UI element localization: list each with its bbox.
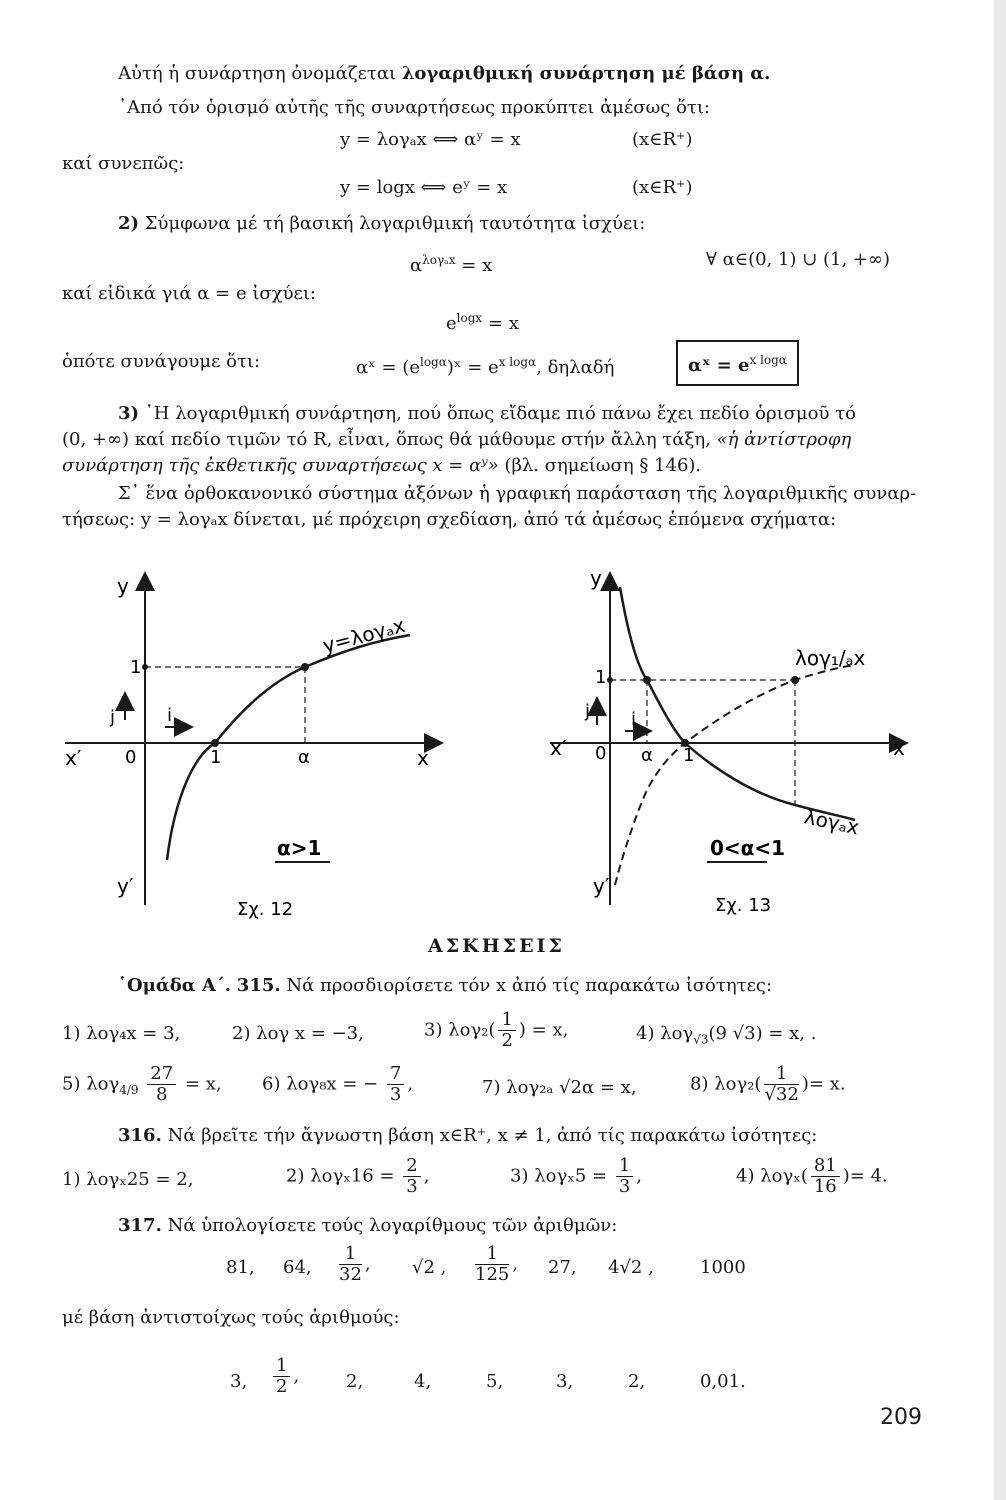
item3-italic-2: συνάρτηση τῆς ἐκθετικῆς συναρτήσεως x = αʸ» [62,455,499,476]
numerator: 7 [387,1064,404,1085]
ex316-header [118,1124,817,1148]
ex315-8-lhs: 8) λογ₂ [690,1073,755,1095]
numerator: 1 [339,1244,362,1265]
ex317-base-2b: 2, [628,1371,646,1392]
denominator: 16 [813,1176,837,1197]
para1-text: Αὐτή ἡ συνάρτηση ὀνομάζεται [118,63,397,84]
figure-12-caption: Σχ. 12 [237,899,294,920]
label-x-neg: x′ [550,736,567,760]
ex315-header [118,974,772,998]
point-right-1 [791,676,799,684]
ex315-8: 8) λογ₂( $\frac{1}{√32}$ )= x. [690,1063,846,1105]
para-definition [118,62,770,86]
ex317-base-5: 5, [486,1371,504,1392]
ex315-5 [62,1064,222,1105]
item-3-line-1 [118,402,856,426]
ex316-3-tail: , [636,1165,643,1187]
eq4-exponent: logx [456,311,483,325]
label-eidika: καί εἰδικά γιά α = e ἰσχύει: [62,283,316,304]
para-definition-2: ᾿Από τόν ὁρισμό αὐτῆς τῆς συναρτήσεως προκύπτει ἀμέσως ὅτι: [118,97,710,118]
ex315-4 [636,1022,816,1052]
numerator: 2 [403,1156,420,1177]
ex317-header [118,1214,617,1238]
label-condition: α>1 [277,836,322,860]
ex317-item-frac-125: $\frac{1}{125}$ , [475,1243,519,1285]
label-one-y: 1 [595,667,607,688]
ex317-item-sqrt2: √2 , [412,1257,447,1278]
ex317-base-half: $\frac{1}{2}$ , [270,1356,299,1397]
label-y: y [590,566,602,590]
denominator: 125 [475,1264,510,1285]
denominator: 3 [389,1084,402,1105]
ex317-fraction-32 [339,1244,362,1285]
label-one-x: 1 [210,747,222,768]
ex316-2-fraction [403,1156,420,1197]
denominator: 2 [276,1376,288,1397]
eq5-tail: , δηλαδή [536,357,615,378]
ex316-text: Νά βρεῖτε τήν ἄγνωστη βάση x∈R⁺, x ≠ 1, ἀπό τίς παρακάτω ἰσότητες: [167,1125,818,1146]
label-kai-synepos: καί συνεπῶς: [62,153,185,174]
equation-5 [356,350,614,380]
ex315-3-lhs: 3) λογ₂ [424,1019,489,1041]
para1-bold: λογαριθμική συνάρτηση μέ βάση α. [401,63,771,84]
numerator: 27 [147,1064,176,1085]
label-y: y [117,574,129,598]
ex315-3-fraction [498,1010,515,1051]
ex317-fraction-125 [475,1244,509,1285]
point-1-0 [211,739,219,747]
item-3-line-2 [62,428,851,452]
ex315-7: 7) λογ₂ₐ √2α = x, [482,1077,637,1098]
item3-italic-1: «ἡ ἀντίστροφη [716,429,852,450]
equation-4 [446,306,519,336]
ex315-6-lhs: 6) λογ₈x = − [262,1073,379,1095]
ex315-4-tail: (9 √3) = x, . [708,1023,817,1044]
group-label: ῾Ομάδα Α΄. [118,975,232,996]
eq3-base: α [410,255,423,276]
ex317-item-27: 27, [548,1257,577,1278]
ex317-bases-text: μέ βάση ἀντιστοίχως τούς ἀριθμούς: [62,1307,400,1328]
point-a-1 [643,676,651,684]
ex316-2 [286,1156,429,1197]
label-y-neg: y′ [117,874,134,898]
ex315-5-base: 4/9 [119,1083,139,1098]
item3-number: 3) [118,403,140,424]
item-3-line-3 [62,454,701,478]
ex315-6-fraction [387,1064,404,1105]
ex317-base-4: 4, [414,1371,432,1392]
point-0-1 [142,664,148,670]
log-curve-a-gt-1 [167,635,410,860]
equation-1: y = λογₐx ⟺ αʸ = x [340,129,521,150]
numerator: 1 [616,1156,633,1177]
ex317-base-3: 3, [230,1371,248,1392]
ex317-base-3b: 3, [556,1371,574,1392]
item3-text-2: (0, +∞) καί πεδίο τιμῶν τό R, εἶναι, ὅπως θά μάθουμε στήν ἄλλη τάξη, [62,429,711,450]
ex316-1: 1) λογₓ25 = 2, [62,1169,194,1190]
denominator: 8 [155,1084,168,1105]
eq5-exp2: x logα [498,355,537,369]
ex316-4: 4) λογₓ( $\frac{81}{16}$ )= 4. [736,1155,888,1197]
eq5-exp1: logα [419,355,447,369]
numerator: 1 [475,1244,509,1265]
equation-1-domain: (x∈R⁺) [632,129,693,150]
log-curve-a-lt-1 [620,587,855,820]
equation-2: y = logx ⟺ eʸ = x [340,177,508,198]
ex316-4-fraction [811,1156,840,1197]
label-y-neg: y′ [593,874,610,898]
label-x-neg: x′ [65,746,82,770]
ex315-4-base: √3 [693,1032,709,1047]
denominator: 3 [406,1176,418,1197]
denominator: 3 [618,1176,631,1197]
label-a: α [298,747,310,768]
ex315-5-tail: = x, [184,1073,222,1095]
ex316-4-lhs: 4) λογₓ [736,1165,801,1187]
para-4-line-1: Σ᾿ ἕνα ὀρθοκανονικό σύστημα ἀξόνων ἡ γραφική παράσταση τῆς λογαριθμικῆς συναρ- [118,483,917,504]
ex315-6-tail: , [407,1073,414,1095]
identity-box [676,340,799,386]
ex315-4-lhs: 4) λογ [636,1023,694,1044]
label-origin: 0 [125,747,137,768]
equation-3 [410,248,492,278]
ex316-2-tail: , [423,1165,430,1187]
ex317-number: 317. [118,1215,162,1236]
para-4-line-2: τήσεως: y = λογₐx δίνεται, μέ πρόχειρη σχεδίαση, ἀπό τά ἀμέσως ἑπόμενα σχήματα: [62,509,837,530]
ex315-8-fraction [764,1064,798,1105]
eq3-exponent: λογₐx [422,253,456,267]
numerator: 1 [498,1010,515,1031]
eq3-rhs: = x [461,255,493,276]
ex315-3-tail: = x, [531,1019,569,1041]
item2-text: Σύμφωνα μέ τή βασική λογαριθμική ταυτότητα ἰσχύει: [144,213,646,234]
label-one-x: 1 [683,745,695,766]
label-one-y: 1 [130,657,142,678]
label-j: j [110,707,116,728]
ex317-item-frac-32: $\frac{1}{32}$ , [339,1243,371,1285]
ex317-item-4sqrt2: 4√2 , [608,1257,654,1278]
ex317-base-001: 0,01. [700,1371,746,1392]
identity-box-exponent: x logα [749,353,787,367]
ex315-2: 2) λογ x = −3, [232,1023,364,1044]
label-a: α [641,745,653,766]
label-condition: 0<α<1 [710,836,786,860]
ex317-base-fraction [273,1356,290,1397]
ex315-8-tail: = x. [808,1073,846,1095]
equation-2-domain: (x∈R⁺) [632,177,693,198]
ex317-item-81: 81, [226,1257,255,1278]
item3-text-1: ῾Η λογαριθμική συνάρτηση, πού ὅπως εἴδαμε πιό πάνω ἔχει πεδίο ὁρισμοῦ τό [144,403,856,424]
numerator: 1 [764,1064,798,1085]
item-2 [118,212,645,236]
figure-13-caption: Σχ. 13 [715,895,772,916]
label-origin: 0 [595,743,607,764]
curve-label: y=λογₐx [320,612,408,658]
eq4-base: e [446,313,457,334]
figure-12 [55,555,455,925]
point-a-1 [301,663,309,671]
item3-text-3: (βλ. σημείωση § 146). [504,455,702,476]
numerator: 81 [811,1156,840,1177]
ex315-6 [262,1064,413,1105]
curve-label-top: λογ₁/ₐx [795,646,866,670]
equation-3-condition: ∀ α∈(0, 1) ∪ (1, +∞) [706,249,890,270]
ex316-3 [510,1156,642,1197]
figure-13 [545,555,945,925]
point-0-1 [607,677,613,683]
ex317-base-2: 2, [346,1371,364,1392]
eq5-part2: )ˣ = e [446,357,499,378]
page-number: 209 [880,1405,922,1430]
ex317-item-64: 64, [283,1257,312,1278]
exercises-heading: ΑΣΚΗΣΕΙΣ [428,935,565,957]
label-opote: ὁπότε συνάγουμε ὅτι: [62,351,261,372]
eq5-part1: αˣ = (e [356,357,420,378]
identity-box-lhs: αˣ = e [688,355,750,376]
label-j: j [585,701,591,722]
page-edge-shadow [994,0,1006,1500]
curve-label-bottom: λογₐx [801,804,862,840]
ex316-3-lhs: 3) λογₓ5 = [510,1165,608,1187]
ex316-2-lhs: 2) λογₓ16 = [286,1165,395,1187]
denominator: 32 [339,1264,362,1285]
denominator: 2 [501,1030,513,1051]
ex315-1: 1) λογ₄x = 3, [62,1023,181,1044]
ex317-text: Νά ὑπολογίσετε τούς λογαρίθμους τῶν ἀριθμῶν: [167,1215,618,1236]
label-x: x [417,746,429,770]
label-x: x [893,736,905,760]
ex316-3-fraction [616,1156,633,1197]
eq4-rhs: = x [487,313,519,334]
label-i: i [167,705,173,726]
label-i: i [631,709,637,730]
item2-number: 2) [118,213,140,234]
ex317-item-1000: 1000 [700,1257,746,1278]
denominator: √32 [764,1084,799,1105]
ex315-text: Νά προσδιορίσετε τόν x ἀπό τίς παρακάτω ἰσότητες: [286,975,773,996]
ex316-number: 316. [118,1125,162,1146]
ex315-5-fraction [147,1064,176,1105]
boxed-identity [676,340,799,386]
ex316-4-tail: = 4. [849,1165,888,1187]
ex315-5-lhs: 5) λογ [62,1073,120,1095]
numerator: 1 [273,1356,290,1377]
ex315-number: 315. [236,975,281,996]
ex315-3: 3) λογ₂( $\frac{1}{2}$ ) = x, [424,1009,569,1051]
